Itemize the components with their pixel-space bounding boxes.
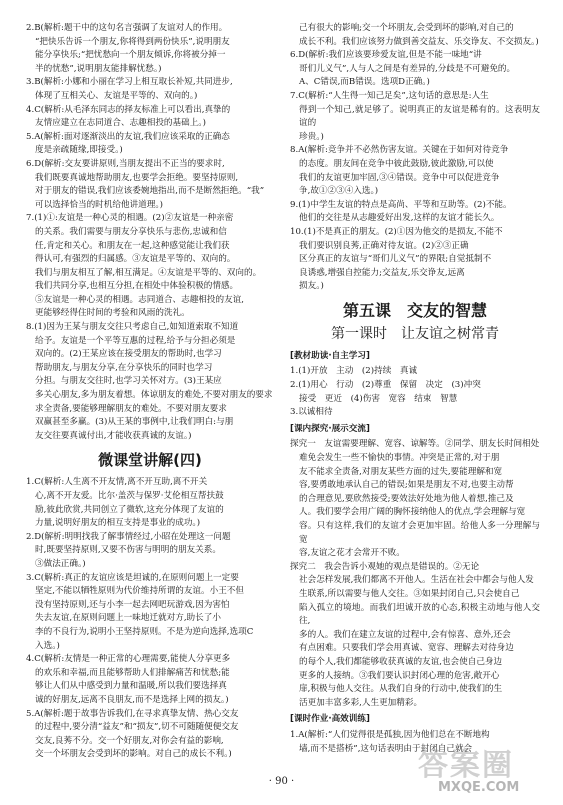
text-line: 探究一 友谊需要理解、宽容、谅解等。②同学、朋友长时间相处 bbox=[290, 439, 540, 450]
text-line: 的合理意见,要欣然接受;要效法好处地为他人着想,推己及 bbox=[299, 493, 514, 504]
text-line: 给予。友谊是一个平等互惠的过程,给予与分担必须是 bbox=[35, 335, 236, 346]
text-line: 得认可,有强烈的归属感。③友谊是平等的、双向的。 bbox=[35, 254, 236, 265]
text-line: 7.C(解析:“人生得一知己足矣”,这句话的意思是:人生 bbox=[290, 90, 489, 101]
section-title: 微课堂讲解(四) bbox=[98, 451, 202, 470]
text-line: 4.C(解析:友情是一种正常的心理需要,能使人分享更多 bbox=[26, 654, 231, 665]
text-line: 7.(1)①:友谊是一种心灵的相遇。(2)②友谊是一种亲密 bbox=[26, 213, 234, 224]
text-line: 6.D(解析:交友要讲原则,当朋友提出不正当的要求时, bbox=[26, 158, 225, 169]
text-line: 我们与朋友相互了解,相互满足。④友谊是平等的、双向的。 bbox=[35, 267, 262, 278]
text-line: 对于朋友的错误,我们应该委婉地指出,而不是断然拒绝。“我” bbox=[35, 186, 265, 197]
text-line: 没有坚持原则,还与小李一起去网吧玩游戏,因为害怕 bbox=[35, 599, 230, 610]
text-line: 体现了互相关心、友谊是平等的、双向的。) bbox=[35, 90, 198, 101]
text-line: 心,离不开友爱。比尔·盖茨与保罗·艾伦相互帮扶鼓 bbox=[35, 491, 224, 501]
text-line: 可以选择恰当的时机给他讲道理。) bbox=[35, 199, 163, 210]
text-line: 成长不利。我们应该努力做到善交益友、乐交诤友、不交损友。) bbox=[299, 36, 539, 47]
watermark-logo bbox=[418, 740, 558, 800]
text-line: 容,友谊之花才会常开不败。 bbox=[299, 548, 405, 559]
text-line: 1.(1)开放 主动 (2)持续 真诚 bbox=[290, 366, 418, 377]
text-line: A、C错误,而B错误。选项D正确。) bbox=[299, 77, 430, 88]
text-line: 5.A(解析:面对逐渐淡出的友谊,我们应该采取的正确态 bbox=[26, 131, 230, 142]
text-line: 双向的。(2)王某应该在接受朋友的帮助时,也学习 bbox=[35, 349, 222, 360]
text-line: 更能够经得住时间的考验和风雨的洗礼。 bbox=[35, 308, 190, 319]
text-line: 的过程中,要分清“益友”和“损友”,切不可随随便便交友 bbox=[35, 722, 239, 733]
text-line: 1.C(解析:人生离不开友情,离不开互助,离不开关 bbox=[26, 477, 208, 488]
page-number: · 90 · bbox=[268, 776, 295, 787]
text-line: 3.以诚相待 bbox=[290, 407, 333, 418]
text-line: 珍贵。) bbox=[299, 131, 324, 142]
text-line: “把快乐告诉一个朋友,你将得到两份快乐”,说明朋友 bbox=[35, 36, 230, 47]
text-line: 友交往要真诚付出,才能收获真诚的友谊。) bbox=[35, 430, 192, 441]
text-line: 8.A(解析:竞争并不必然伤害友谊。关键在于如何对待竞争 bbox=[290, 145, 509, 156]
text-line: 人。我们要学会用广阔的胸怀接纳他人的优点,学会理解与宽 bbox=[299, 507, 526, 518]
text-line: 扉,积极与他人交往。从我们自身的行动中,使我们的生 bbox=[299, 684, 503, 695]
text-line: 得到一个知己,就足够了。说明真正的友谊是稀有的。这表明友谊的 bbox=[299, 104, 540, 129]
text-line: 争,故①②③④入选。) bbox=[299, 186, 379, 197]
text-line: 帮助朋友,与朋友分享,在分享快乐的同时也学习 bbox=[35, 362, 213, 373]
text-line: 难免会发生一些不愉快的事情。冲突是正常的,对于朋 bbox=[299, 453, 500, 464]
text-line: 分担。与朋友交往时,也学习关怀对方。(3)王某应 bbox=[35, 376, 222, 387]
text-line: 2.B(解析:题干中的这句名言强调了友谊对人的作用。 bbox=[26, 23, 228, 33]
text-line: 社会怎样发展,我们都离不开他人。生活在社会中都会与他人发 bbox=[299, 575, 534, 586]
watermark-url: MXQE.COM bbox=[438, 780, 520, 795]
text-line: 我们既要真诚地帮助朋友,也要学会拒绝。要坚持原则, bbox=[35, 172, 239, 183]
text-line: 10.(1)不是真正的朋友。(2)①因为他交的是损友,不能不 bbox=[290, 226, 503, 237]
text-line: 容,要勇敢地承认自己的错误;如果是朋友不对,也要主动帮 bbox=[299, 480, 514, 491]
text-line: 1.A(解析:“人们觉得很是孤独,因为他们总在不断地构 bbox=[290, 729, 490, 740]
text-line: 时,既要坚持原则,又要不伤害与明明的朋友关系。 bbox=[35, 545, 221, 556]
text-line: 探究二 我会告诉小观她的观点是错误的。②无论 bbox=[290, 561, 480, 572]
text-line: 的每个人,我们都能够收获真诚的友谊,也会使自己身边 bbox=[299, 656, 503, 667]
text-line: 5.A(解析:题于故事告诉我们,在寻求真挚友情、热心交友 bbox=[26, 708, 239, 719]
left-column bbox=[26, 22, 274, 762]
text-line: 我们要识别良莠,正确对待友谊。(2)②③正确 bbox=[299, 240, 469, 251]
text-line: 我们共同分享,也相互分担,在相处中体验积极的情感。 bbox=[35, 281, 239, 292]
text-line: 交友,良莠不分。交一个好朋友,对你会有益的影响, bbox=[35, 735, 224, 746]
text-line: ③做法正确。) bbox=[35, 558, 86, 569]
micro-lesson-answers bbox=[26, 476, 274, 761]
right-answers bbox=[290, 22, 540, 294]
text-line: 度是亲疏随缘,即接受。) bbox=[35, 145, 123, 156]
text-line: 励,彼此欣赏,共同创立了微软,这充分体现了友谊的 bbox=[35, 504, 224, 515]
explore-two bbox=[290, 561, 540, 711]
text-line: 损友。) bbox=[299, 281, 324, 292]
text-line: 哥们儿义气”,人与人之间是有差异的,分歧是不可避免的。 bbox=[299, 63, 516, 74]
text-line: 区分真正的友谊与“哥们儿义气”的界限;自觉抵制不 bbox=[299, 254, 492, 265]
text-line: 活更加丰富多彩,人生更加精彩。 bbox=[299, 697, 423, 708]
text-line: 入选。) bbox=[35, 640, 60, 651]
text-line: 任,肯定和关心。和朋友在一起,这种感觉能让我们获 bbox=[35, 240, 230, 251]
text-line: 2.D(解析:明明找我了解事情经过,小昭在处理这一问题 bbox=[26, 531, 231, 542]
text-line: 接受 更近 (4)伤害 宽容 结束 智慧 bbox=[299, 393, 458, 404]
lesson-subtitle: 第一课时 让友谊之树常青 bbox=[331, 325, 499, 342]
text-line: 生联系,所以需要与他人交往。③如果封闭自己,只会使自己 bbox=[299, 588, 520, 599]
text-line: 6.D(解析:我们应该要珍爱友谊,但是不能一味地“讲 bbox=[290, 50, 482, 61]
text-line: 多关心朋友,多为朋友着想。体谅朋友的难处,不要对朋友的要求 bbox=[35, 390, 273, 401]
text-line: 容。只有这样,我们的友谊才会更加牢固。给他人多一分理解与宽 bbox=[299, 521, 540, 545]
text-line: 3.B(解析:小娜和小丽在学习上相互取长补短,共同进步, bbox=[26, 77, 233, 88]
text-line: 交一个坏朋友会受到坏的影响。对自己的成长不利。) bbox=[35, 749, 232, 760]
text-line: 4.C(解析:从毛泽东同志的择友标准上可以看出,真挚的 bbox=[26, 104, 231, 115]
text-line: 更多的人接纳。③我们要认识封闭心理的危害,敞开心 bbox=[299, 670, 500, 681]
text-line: 失去友谊,在原则问题上一味地迁就对方,助长了小 bbox=[35, 613, 221, 624]
text-line: 的欢乐和幸福,而且能够帮助人们排解痛苦和忧愁;能 bbox=[35, 667, 230, 678]
text-line: 他们的交往是从志趣爱好出发,这样的友谊才能长久。 bbox=[299, 213, 500, 224]
text-line: 的态度。朋友间在竞争中彼此鼓励,彼此激励,可以使 bbox=[299, 158, 494, 169]
text-line: 多的人。我们在建立友谊的过程中,会有惊喜、意外,还会 bbox=[299, 629, 511, 640]
text-line: 8.(1)因为王某与朋友交往只考虑自己,如知道索取不知道 bbox=[26, 322, 239, 333]
reading-answers bbox=[290, 365, 540, 419]
text-line: 双赢甚至多赢。(3)从王某的事例中,让我们明白:与朋 bbox=[35, 417, 234, 428]
text-line: 9.(1)中学生友谊的特点是高尚、平等和互助等。(2)不能。 bbox=[290, 199, 512, 210]
text-line: 的关系。我们需要与朋友分享快乐与悲伤,忠诚和信 bbox=[35, 226, 227, 237]
section-tag-explore: [ 课内探究·展示交流 ] bbox=[290, 423, 540, 437]
watermark-text: 答案圈 bbox=[418, 748, 514, 783]
text-line: ⑤友谊是一种心灵的相遇。志同道合、志趣相投的友谊, bbox=[35, 294, 244, 305]
text-line: 坚定,不能以牺牲原则为代价维持所谓的友谊。小王不但 bbox=[35, 586, 244, 597]
text-line: 友情应建立在志同道合、志趣相投的基础上。) bbox=[35, 118, 206, 129]
text-line: 半的忧愁”,说明朋友能排解忧愁。) bbox=[35, 63, 162, 74]
lesson-title: 第五课 交友的智慧 bbox=[342, 300, 487, 320]
text-line: 良诱惑,增强自控能力;交益友,乐交诤友,远离 bbox=[299, 267, 465, 278]
text-line: 诚的好朋友,远离不良朋友,而不是选择上网的损友。) bbox=[35, 694, 229, 705]
text-line: 有点困难。只要我们学会用真诚、宽容、理解去对待身边 bbox=[299, 643, 514, 654]
text-line: 够让人们从中感受到力量和温暖,所以我们要选择真 bbox=[35, 681, 227, 692]
text-line: 力量,说明好朋友的相互支持是事业的成功。) bbox=[35, 518, 201, 529]
section-tag-homework: [ 课时作业·高效训练 ] bbox=[290, 713, 540, 727]
explore-one bbox=[290, 438, 540, 560]
text-line: 我们的友谊更加牢固,③④错误。竞争中可以促进竞争 bbox=[299, 172, 500, 183]
text-line: 3.C(解析:真正的友谊应该是坦诚的,在原则问题上一定要 bbox=[26, 572, 239, 583]
text-line: 墙,而不是搭桥”,这句话表明由于封闭自己就会 bbox=[299, 743, 473, 754]
left-answers bbox=[26, 22, 274, 443]
text-line: 求全责备,要能够理解朋友的难处。不要对朋友要求 bbox=[35, 403, 227, 414]
right-column bbox=[290, 22, 540, 756]
text-line: 友不能求全责备,对朋友某些方面的过失,要能理解和宽 bbox=[299, 466, 503, 477]
text-line: 己有很大的影响;交一个坏朋友,会受到坏的影响,对自己的 bbox=[299, 23, 514, 33]
text-line: 能分享快乐;“把忧愁向一个朋友倾诉,你将被分掉一 bbox=[35, 50, 226, 61]
text-line: 2.(1)用心 行动 (2)尊重 保留 决定 (3)冲突 bbox=[290, 380, 481, 391]
section-tag-reading: [ 教材助读·自主学习 ] bbox=[290, 350, 540, 364]
text-line: 陷入孤立的境地。而我们坦诚开放的心态,积极主动地与他人交往, bbox=[299, 602, 540, 627]
text-line: 李的不良行为,说明小王坚持原则。不是为逆向选择,选项C bbox=[35, 626, 254, 637]
